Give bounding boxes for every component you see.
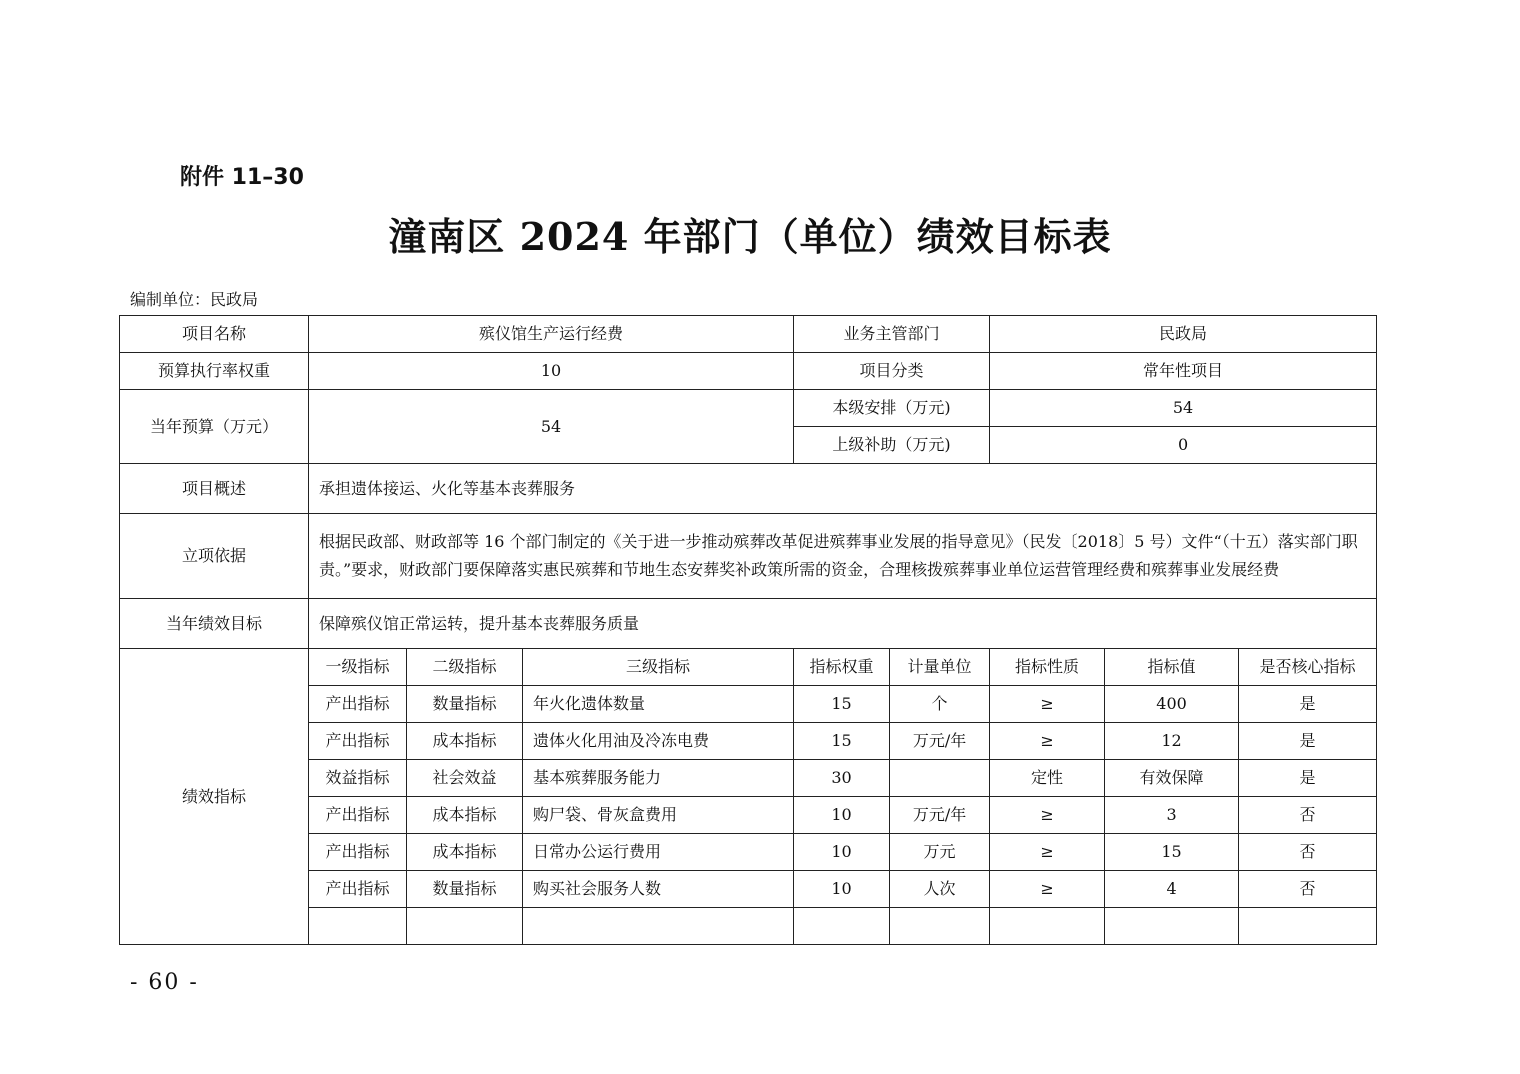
indicators-section-label: 绩效指标 (120, 649, 309, 945)
cell-value: 15 (1105, 834, 1239, 871)
cell-weight: 15 (794, 723, 890, 760)
cell-value: 有效保障 (1105, 760, 1239, 797)
cell-level3: 日常办公运行费用 (523, 834, 794, 871)
row-budget-weight (120, 353, 1377, 390)
empty-cell (990, 908, 1105, 945)
project-category-value: 常年性项目 (990, 353, 1377, 390)
row-project-name (120, 316, 1377, 353)
cell-core: 是 (1239, 723, 1377, 760)
cell-nature: 定性 (990, 760, 1105, 797)
performance-target-table (119, 315, 1377, 945)
overview-label: 项目概述 (120, 464, 309, 514)
budget-weight-value: 10 (309, 353, 794, 390)
project-name-value: 殡仪馆生产运行经费 (309, 316, 794, 353)
basis-label: 立项依据 (120, 514, 309, 599)
indicator-row (120, 723, 1377, 760)
department-value: 民政局 (990, 316, 1377, 353)
empty-cell (407, 908, 523, 945)
cell-level1: 效益指标 (309, 760, 407, 797)
budget-weight-label: 预算执行率权重 (120, 353, 309, 390)
annual-goal-label: 当年绩效目标 (120, 599, 309, 649)
basis-value: 根据民政部、财政部等 16 个部门制定的《关于进一步推动殡葬改革促进殡葬事业发展的指导意见》（民发〔2018〕5 号）文件“（十五）落实部门职责。”要求，财政部门要保障落实惠民殡葬和节地生态安葬奖补政策所需的资金，合理核拨殡葬事业单位运营管理经费和殡葬事业发展经费 (309, 514, 1377, 599)
empty-cell (1105, 908, 1239, 945)
indicator-row (120, 834, 1377, 871)
indicator-row (120, 686, 1377, 723)
cell-nature: ≥ (990, 871, 1105, 908)
cell-weight: 30 (794, 760, 890, 797)
cell-weight: 10 (794, 834, 890, 871)
header-level1: 一级指标 (309, 649, 407, 686)
cell-level2: 数量指标 (407, 871, 523, 908)
cell-core: 是 (1239, 686, 1377, 723)
cell-level3: 年火化遗体数量 (523, 686, 794, 723)
row-annual-budget (120, 390, 1377, 427)
local-arrangement-value: 54 (990, 390, 1377, 427)
cell-level1: 产出指标 (309, 871, 407, 908)
cell-level3: 遗体火化用油及冷冻电费 (523, 723, 794, 760)
attachment-label: 附件 11–30 (180, 165, 304, 190)
cell-unit (890, 760, 990, 797)
row-annual-goal (120, 599, 1377, 649)
header-value: 指标值 (1105, 649, 1239, 686)
annual-budget-value: 54 (309, 390, 794, 464)
row-overview (120, 464, 1377, 514)
cell-level2: 数量指标 (407, 686, 523, 723)
cell-core: 否 (1239, 871, 1377, 908)
cell-value: 12 (1105, 723, 1239, 760)
cell-unit: 人次 (890, 871, 990, 908)
cell-level3: 购买社会服务人数 (523, 871, 794, 908)
cell-unit: 个 (890, 686, 990, 723)
superior-subsidy-label: 上级补助（万元) (794, 427, 990, 464)
empty-cell (523, 908, 794, 945)
cell-level1: 产出指标 (309, 797, 407, 834)
annual-budget-label: 当年预算（万元） (120, 390, 309, 464)
department-label: 业务主管部门 (794, 316, 990, 353)
header-unit: 计量单位 (890, 649, 990, 686)
cell-core: 否 (1239, 834, 1377, 871)
cell-nature: ≥ (990, 723, 1105, 760)
project-name-label: 项目名称 (120, 316, 309, 353)
header-level3: 三级指标 (523, 649, 794, 686)
cell-value: 3 (1105, 797, 1239, 834)
indicator-row (120, 760, 1377, 797)
indicator-row (120, 797, 1377, 834)
page-number: - 60 - (130, 970, 199, 995)
empty-cell (794, 908, 890, 945)
cell-level2: 成本指标 (407, 797, 523, 834)
cell-core: 是 (1239, 760, 1377, 797)
superior-subsidy-value: 0 (990, 427, 1377, 464)
project-category-label: 项目分类 (794, 353, 990, 390)
header-weight: 指标权重 (794, 649, 890, 686)
cell-unit: 万元/年 (890, 723, 990, 760)
indicator-row (120, 871, 1377, 908)
cell-nature: ≥ (990, 834, 1105, 871)
empty-cell (890, 908, 990, 945)
cell-level3: 基本殡葬服务能力 (523, 760, 794, 797)
empty-cell (309, 908, 407, 945)
page-title: 潼南区 2024 年部门（单位）绩效目标表 (388, 214, 1112, 259)
compiler-unit: 编制单位：民政局 (130, 290, 259, 309)
cell-nature: ≥ (990, 797, 1105, 834)
header-level2: 二级指标 (407, 649, 523, 686)
annual-goal-value: 保障殡仪馆正常运转，提升基本丧葬服务质量 (309, 599, 1377, 649)
cell-level2: 社会效益 (407, 760, 523, 797)
cell-level1: 产出指标 (309, 723, 407, 760)
cell-core: 否 (1239, 797, 1377, 834)
cell-unit: 万元 (890, 834, 990, 871)
cell-level1: 产出指标 (309, 834, 407, 871)
overview-value: 承担遗体接运、火化等基本丧葬服务 (309, 464, 1377, 514)
empty-cell (1239, 908, 1377, 945)
cell-weight: 10 (794, 797, 890, 834)
cell-value: 4 (1105, 871, 1239, 908)
cell-value: 400 (1105, 686, 1239, 723)
header-core: 是否核心指标 (1239, 649, 1377, 686)
indicator-empty-row (120, 908, 1377, 945)
cell-level2: 成本指标 (407, 723, 523, 760)
cell-nature: ≥ (990, 686, 1105, 723)
local-arrangement-label: 本级安排（万元) (794, 390, 990, 427)
cell-unit: 万元/年 (890, 797, 990, 834)
indicator-header-row (120, 649, 1377, 686)
cell-level3: 购尸袋、骨灰盒费用 (523, 797, 794, 834)
cell-weight: 10 (794, 871, 890, 908)
cell-weight: 15 (794, 686, 890, 723)
header-nature: 指标性质 (990, 649, 1105, 686)
cell-level1: 产出指标 (309, 686, 407, 723)
cell-level2: 成本指标 (407, 834, 523, 871)
row-basis (120, 514, 1377, 599)
